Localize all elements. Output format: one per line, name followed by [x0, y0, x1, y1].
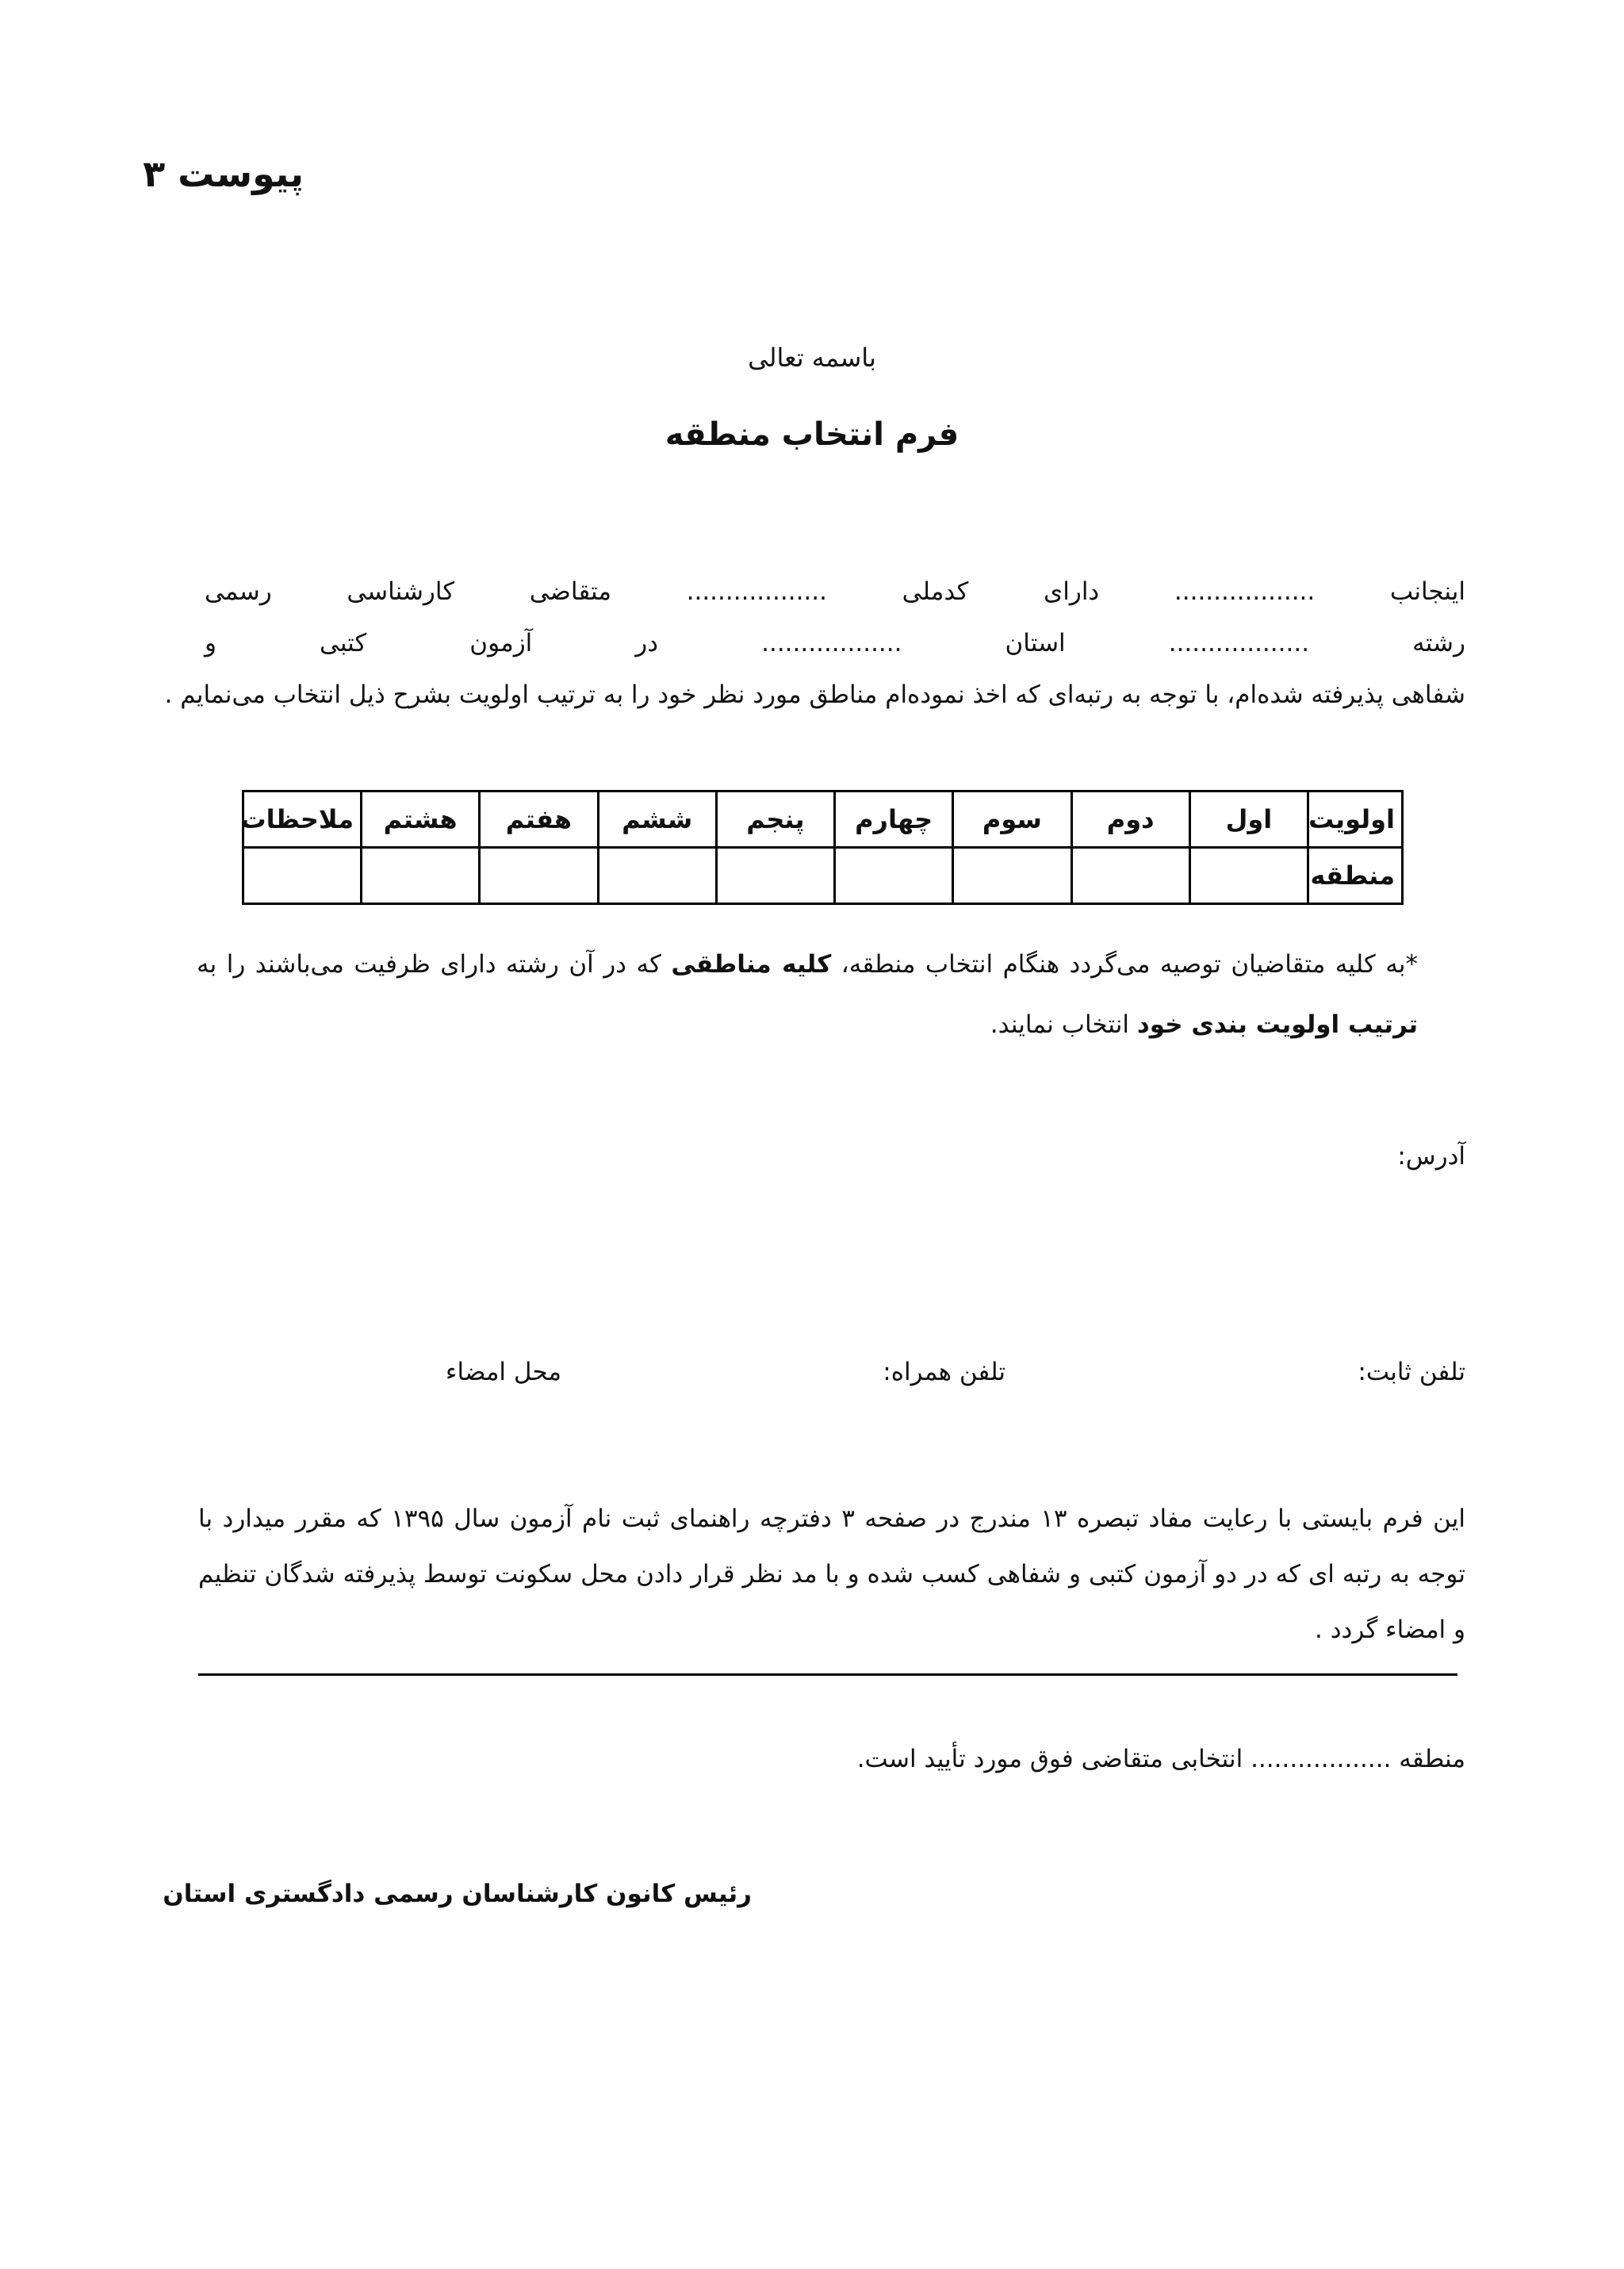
note-bold-2: ترتیب اولویت بندی خود	[1136, 1010, 1418, 1039]
mobile-label: تلفن همراه:	[883, 1358, 1005, 1386]
intro-line-1	[205, 577, 1465, 606]
note-part-3: انتخاب نمایند.	[990, 1010, 1129, 1039]
zone-cell-3[interactable]	[953, 848, 1071, 904]
applicant-role-text: متقاضی کارشناسی رسمی	[205, 577, 611, 606]
basmala: باسمه تعالی	[748, 343, 876, 373]
applicant-name-field: اینجانب ..................	[1174, 577, 1466, 606]
approval-line	[857, 1745, 1465, 1773]
chief-signature-title: رئیس کانون کارشناسان رسمی دادگستری استان	[163, 1880, 752, 1908]
note-part-1: *به کلیه متقاضیان توصیه می‌گردد هنگام انتخاب منطقه،	[841, 950, 1419, 979]
instructions-paragraph: این فرم بایستی با رعایت مفاد تبصره ۱۳ مندرج در صفحه ۳ دفترچه راهنمای ثبت نام آزمون سال ۱۳۹۵ که مقرر میدارد با توجه به رتبه ای که در دو آزمون کتبی و شفاهی کسب شده و با مد نظر قرار دادن محل سکونت توسط پذیرفته شدگان تنظیم و امضاء گردد .	[198, 1504, 1465, 1644]
zone-cell-4[interactable]	[835, 848, 953, 904]
approval-text: انتخابی متقاضی فوق مورد تأیید است.	[856, 1745, 1243, 1773]
province-field: استان ..................	[761, 629, 1066, 657]
zone-cell-1[interactable]	[1189, 848, 1308, 904]
zone-cell-7[interactable]	[480, 848, 598, 904]
intro-line-2	[205, 629, 1465, 657]
form-title: فرم انتخاب منطقه	[665, 416, 959, 453]
intro-line-3: شفاهی پذیرفته شده‌ام، با توجه به رتبه‌ای که اخذ نموده‌ام مناطق مورد نظر خود را به ترتیب اولویت بشرح ذیل انتخاب می‌نمایم .	[164, 680, 1465, 709]
approved-region-field: منطقه ..................	[1251, 1745, 1465, 1773]
recommendation-note	[197, 934, 1418, 1055]
row-label-zone: منطقه	[1308, 848, 1403, 904]
zone-cell-2[interactable]	[1071, 848, 1189, 904]
header-first: اول	[1189, 791, 1308, 848]
note-part-2: که در آن رشته دارای ظرفیت می‌باشند را به	[197, 950, 661, 979]
zone-cell-5[interactable]	[716, 848, 834, 904]
zone-cell-8[interactable]	[362, 848, 480, 904]
address-label: آدرس:	[1397, 1142, 1465, 1171]
national-code-field: دارای کدملی ..................	[686, 577, 1100, 606]
divider-line	[198, 1673, 1457, 1676]
header-third: سوم	[953, 791, 1071, 848]
header-eighth: هشتم	[362, 791, 480, 848]
zone-priority-table	[242, 790, 1404, 905]
header-remarks: ملاحظات	[243, 791, 362, 848]
note-bold-1: کلیه مناطقی	[671, 950, 832, 979]
header-seventh: هفتم	[480, 791, 598, 848]
zone-cell-6[interactable]	[598, 848, 716, 904]
header-sixth: ششم	[598, 791, 716, 848]
header-fifth: پنجم	[716, 791, 834, 848]
field-of-study-field: رشته ..................	[1168, 629, 1465, 657]
table-zone-row	[243, 848, 1403, 904]
exam-text: در آزمون کتبی و	[205, 629, 659, 657]
header-priority: اولویت	[1308, 791, 1403, 848]
table-header-row	[243, 791, 1403, 848]
remarks-cell[interactable]	[243, 848, 362, 904]
header-fourth: چهارم	[835, 791, 953, 848]
attachment-label: پیوست ۳	[143, 152, 304, 195]
header-second: دوم	[1071, 791, 1189, 848]
landline-label: تلفن ثابت:	[1358, 1358, 1465, 1386]
signature-label: محل امضاء	[445, 1358, 561, 1386]
